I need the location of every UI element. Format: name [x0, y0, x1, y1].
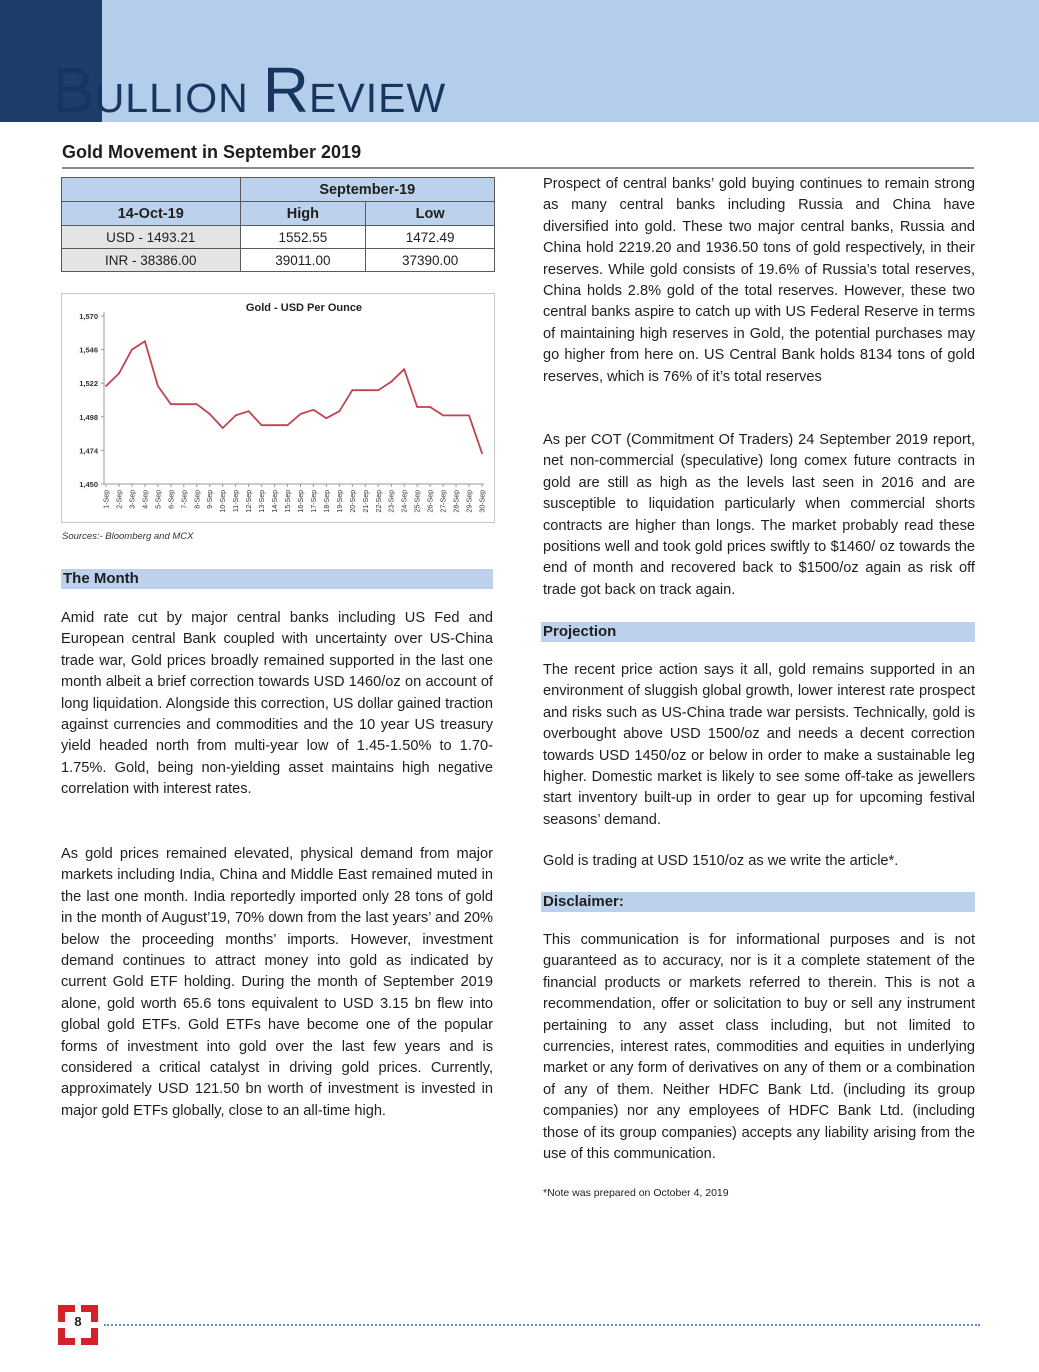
table-period-header: September-19 — [240, 178, 494, 202]
x-tick-label: 17-Sep — [310, 490, 318, 513]
paragraph-month-2: As gold prices remained elevated, physical demand from major markets including India, China and Middle East remained muted in the last one month. India reportedly imported only 28 tons of gold in the month of August’19, 70% down from the last years’ and 20% below the proceeding months’ imports. However, investment demand continues to attract money into gold as indicated by current Gold ETF holding. During the month of September 2019 alone, gold worth 65.6 tons equivalent to USD 3.15 bn flew into global gold ETFs. Gold ETFs have become one of the popular forms of investment into gold over the last few years and is considered a critical catalyst in driving gold prices. Currently, approximately USD 121.50 bn worth of investment is invested in major gold ETFs globally, close to an all-time high. — [61, 846, 493, 1119]
x-tick-label: 12-Sep — [246, 490, 254, 513]
data-point — [209, 413, 211, 415]
data-point — [287, 424, 289, 426]
x-tick-label: 22-Sep — [375, 490, 383, 513]
table-low-header: Low — [366, 202, 495, 226]
data-point — [442, 415, 444, 417]
data-point — [196, 403, 198, 405]
data-point — [338, 410, 340, 412]
data-point — [326, 417, 328, 419]
data-point — [416, 406, 418, 408]
table-cell-high: 39011.00 — [240, 249, 366, 272]
data-point — [455, 415, 457, 417]
x-tick-label: 10-Sep — [220, 490, 228, 513]
paragraph-central-banks: Prospect of central banks’ gold buying continues to remain strong as many central banks including Russia and China have diversified into gold. These two major central banks, Russia and China hold 2219.20 and 1936.50 tons of gold respectively, in their reserves. While gold consists of 19.6% of Russia’s total reserves, China holds 2.8% gold of the total reserves. However, these two central banks aspire to catch up with US Federal Reserve in terms of maintaining high reserves in Gold, the potential purchases may go higher from here on. US Central Bank holds 8134 tons of gold reserves, which is 76% of it’s total reserves — [543, 176, 975, 385]
table-row — [62, 249, 495, 272]
x-tick-label: 9-Sep — [207, 490, 215, 509]
table-cell-low: 37390.00 — [366, 249, 495, 272]
data-point — [468, 415, 470, 417]
x-tick-label: 28-Sep — [453, 490, 461, 513]
y-tick-label: 1,522 — [79, 379, 98, 389]
data-point — [105, 385, 107, 387]
chart-sources: Sources:- Bloomberg and MCX — [62, 531, 194, 542]
data-point — [261, 424, 263, 426]
data-point — [274, 424, 276, 426]
table-cell-high: 1552.55 — [240, 226, 366, 249]
data-point — [364, 389, 366, 391]
data-point — [403, 368, 405, 370]
table-date-header: 14-Oct-19 — [62, 202, 241, 226]
data-point — [131, 349, 133, 351]
paragraph-month-1: Amid rate cut by major central banks including US Fed and European central Bank coupled with uncertainty over US-China trade war, Gold prices broadly remained supported in the last one month albeit a brief correction towards USD 1460/oz on account of long liquidation. Alongside this correction, US dollar gained traction against currencies and commodities and the 10 year US treasury yield headed north from multi-year low of 1.45-1.50% to 1.70-1.75%. Gold, being non-yielding asset maintains high negative correlation with interest rates. — [61, 610, 493, 798]
table-high-header: High — [240, 202, 366, 226]
subhead-the-month: The Month — [61, 569, 493, 589]
table-header-row — [62, 178, 495, 202]
y-tick-label: 1,570 — [79, 312, 98, 321]
page-number: 8 — [74, 1314, 82, 1329]
subhead-projection: Projection — [541, 622, 975, 642]
data-point — [183, 403, 185, 405]
data-point — [222, 427, 224, 429]
data-point — [170, 403, 172, 405]
x-tick-label: 23-Sep — [388, 490, 396, 513]
data-point — [351, 389, 353, 391]
table-cell-label: INR - 38386.00 — [62, 249, 241, 272]
data-point — [390, 381, 392, 383]
gold-price-chart — [61, 293, 495, 523]
series-line — [106, 341, 482, 453]
data-point — [118, 373, 120, 375]
x-tick-label: 27-Sep — [440, 490, 448, 513]
table-header-row — [62, 202, 495, 226]
x-tick-label: 15-Sep — [285, 490, 293, 513]
x-tick-label: 21-Sep — [362, 490, 370, 513]
x-tick-label: 11-Sep — [233, 490, 241, 513]
data-point — [157, 385, 159, 387]
data-point — [429, 406, 431, 408]
x-tick-label: 3-Sep — [129, 490, 137, 509]
x-tick-label: 4-Sep — [142, 490, 150, 509]
x-tick-label: 29-Sep — [466, 490, 474, 513]
x-tick-label: 2-Sep — [116, 490, 124, 509]
footnote: *Note was prepared on October 4, 2019 — [543, 1187, 729, 1199]
table-cell-label: USD - 1493.21 — [62, 226, 241, 249]
table-header-blank — [62, 178, 241, 202]
x-tick-label: 24-Sep — [401, 490, 409, 513]
table-cell-low: 1472.49 — [366, 226, 495, 249]
x-tick-label: 14-Sep — [272, 490, 280, 513]
data-point — [144, 340, 146, 342]
x-tick-label: 1-Sep — [103, 490, 111, 509]
paragraph-projection-2: Gold is trading at USD 1510/oz as we write the article*. — [543, 853, 899, 869]
x-tick-label: 5-Sep — [155, 490, 163, 509]
x-tick-label: 13-Sep — [259, 490, 267, 513]
data-point — [377, 389, 379, 391]
y-tick-label: 1,450 — [79, 480, 98, 489]
section-divider — [62, 167, 974, 169]
section-title: Gold Movement in September 2019 — [62, 142, 362, 162]
gold-price-table — [61, 177, 495, 272]
data-point — [300, 413, 302, 415]
chart-title: Gold - USD Per Ounce — [245, 302, 363, 314]
page-title: BULLION REVIEW — [52, 54, 447, 126]
data-point — [235, 415, 237, 417]
x-tick-label: 6-Sep — [168, 490, 176, 509]
y-tick-label: 1,474 — [79, 446, 98, 456]
paragraph-disclaimer: This communication is for informational purposes and is not guaranteed as to accuracy, nor is it a complete statement of the financial products or markets referred to therein. This is not a recommendation, offer or solicitation to buy or sell any instrument pertaining to any asset class including, but not limited to currencies, interest rates, commodities and equities in underlying market or any form of derivatives on any of them or a combination of any of them. Neither HDFC Bank Ltd. (including its group companies) nor any employees of HDFC Bank Ltd. (including those of its group companies) accepts any liability arising from the use of this communication. — [543, 932, 975, 1163]
y-tick-label: 1,498 — [79, 412, 98, 422]
x-tick-label: 20-Sep — [349, 490, 357, 513]
data-point — [248, 410, 250, 412]
paragraph-projection-1: The recent price action says it all, gold remains supported in an environment of sluggish global growth, lower interest rate prospect and risks such as US-China trade war persists. Technically, gold is overbought above USD 1500/oz and needs a decent correction towards USD 1450/oz or below in order to make a sustainable leg higher. Domestic market is likely to see some off-take as jewellers start inventory built-up in order to gear up for upcoming festival seasons’ demand. — [543, 662, 975, 828]
x-tick-label: 18-Sep — [323, 490, 331, 513]
x-tick-label: 30-Sep — [479, 490, 487, 513]
data-point — [481, 452, 483, 454]
x-tick-label: 19-Sep — [336, 490, 344, 513]
footer-divider — [104, 1324, 980, 1326]
data-point — [313, 409, 315, 411]
x-tick-label: 8-Sep — [194, 490, 202, 509]
x-tick-label: 16-Sep — [297, 490, 305, 513]
y-tick-label: 1,546 — [79, 345, 98, 355]
chart-canvas — [62, 294, 494, 522]
x-tick-label: 26-Sep — [427, 490, 435, 513]
x-tick-label: 25-Sep — [414, 490, 422, 513]
table-row — [62, 226, 495, 249]
paragraph-cot: As per COT (Commitment Of Traders) 24 September 2019 report, net non-commercial (speculative) long comex future contracts in gold are still as high as the levels last seen in 2016 and are susceptible to liquidation particularly when commercial shorts contracts are higher than longs. The market probably read these positions well and took gold prices swiftly to $1460/ oz towards the end of month and recovered back to $1500/oz again as risk off trade got back on track again. — [543, 432, 975, 598]
subhead-disclaimer: Disclaimer: — [541, 892, 975, 912]
x-tick-label: 7-Sep — [181, 490, 189, 509]
